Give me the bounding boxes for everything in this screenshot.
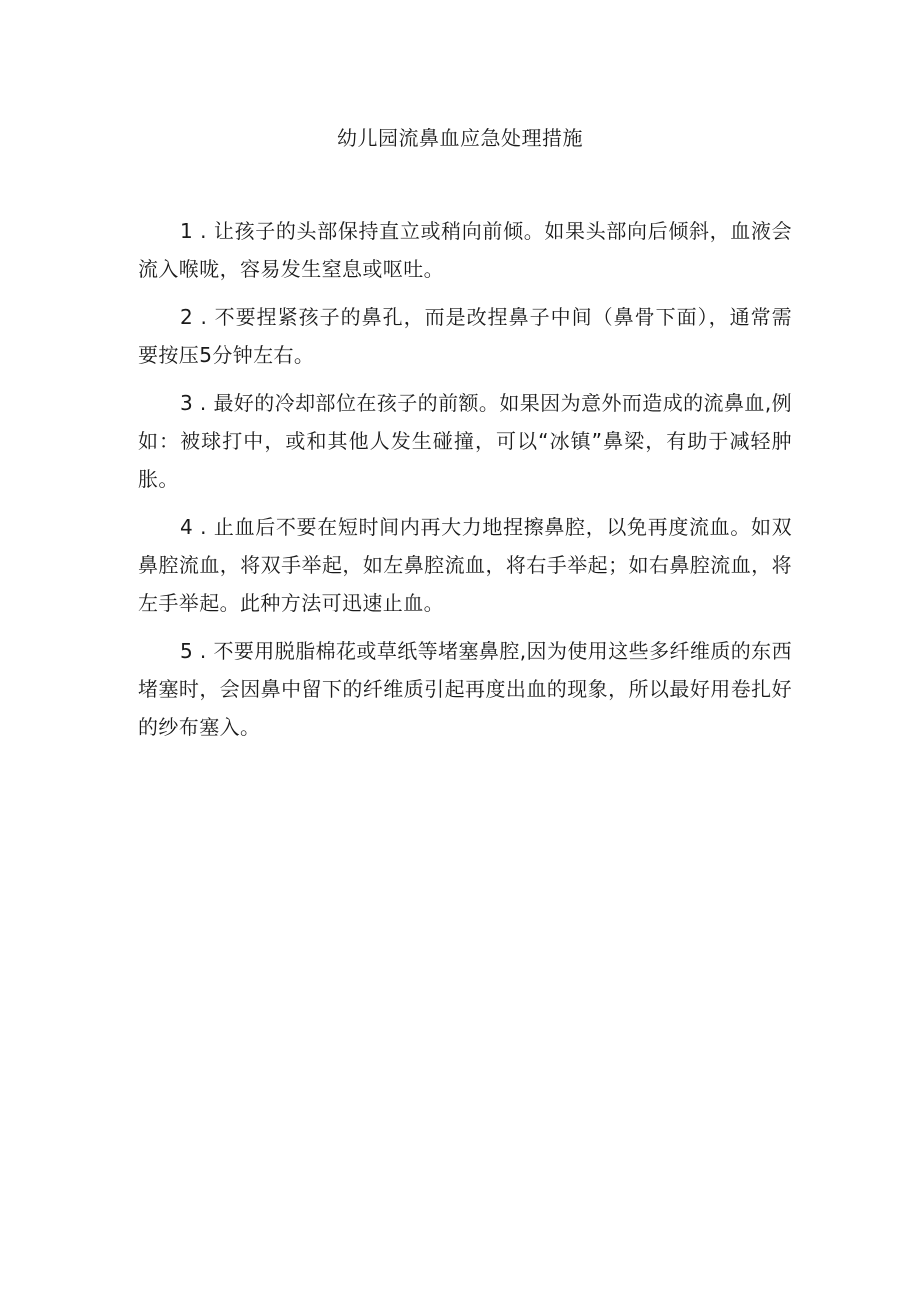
list-item xyxy=(138,212,792,288)
item-number: 3 . xyxy=(180,391,213,415)
item-text: 止血后不要在短时间内再大力地捏擦鼻腔，以免再度流血。如双鼻腔流血，将双手举起，如左鼻腔流血，将右手举起；如右鼻腔流血，将左手举起。此种方法可迅速止血。 xyxy=(138,515,793,615)
item-text: 不要捏紧孩子的鼻孔，而是改捏鼻子中间（鼻骨下面），通常需要按压5分钟左右。 xyxy=(138,305,793,367)
document-title: 幼儿园流鼻血应急处理措施 xyxy=(337,126,583,150)
item-text: 不要用脱脂棉花或草纸等堵塞鼻腔,因为使用这些多纤维质的东西堵塞时，会因鼻中留下的纤维质引起再度出血的现象，所以最好用卷扎好的纱布塞入。 xyxy=(138,639,792,739)
list-item xyxy=(138,632,792,746)
item-number: 4 . xyxy=(180,515,214,539)
list-item xyxy=(138,298,792,374)
item-text: 最好的冷却部位在孩子的前额。如果因为意外而造成的流鼻血,例如：被球打中，或和其他人发生碰撞，可以“冰镇”鼻梁，有助于减轻肿胀。 xyxy=(138,391,792,491)
document-body xyxy=(138,212,792,756)
item-text: 让孩子的头部保持直立或稍向前倾。如果头部向后倾斜，血液会流入喉咙，容易发生窒息或呕吐。 xyxy=(138,219,793,281)
item-number: 2 . xyxy=(180,305,215,329)
item-number: 5 . xyxy=(180,639,213,663)
item-number: 1 . xyxy=(180,219,214,243)
list-item xyxy=(138,384,792,498)
list-item xyxy=(138,508,792,622)
